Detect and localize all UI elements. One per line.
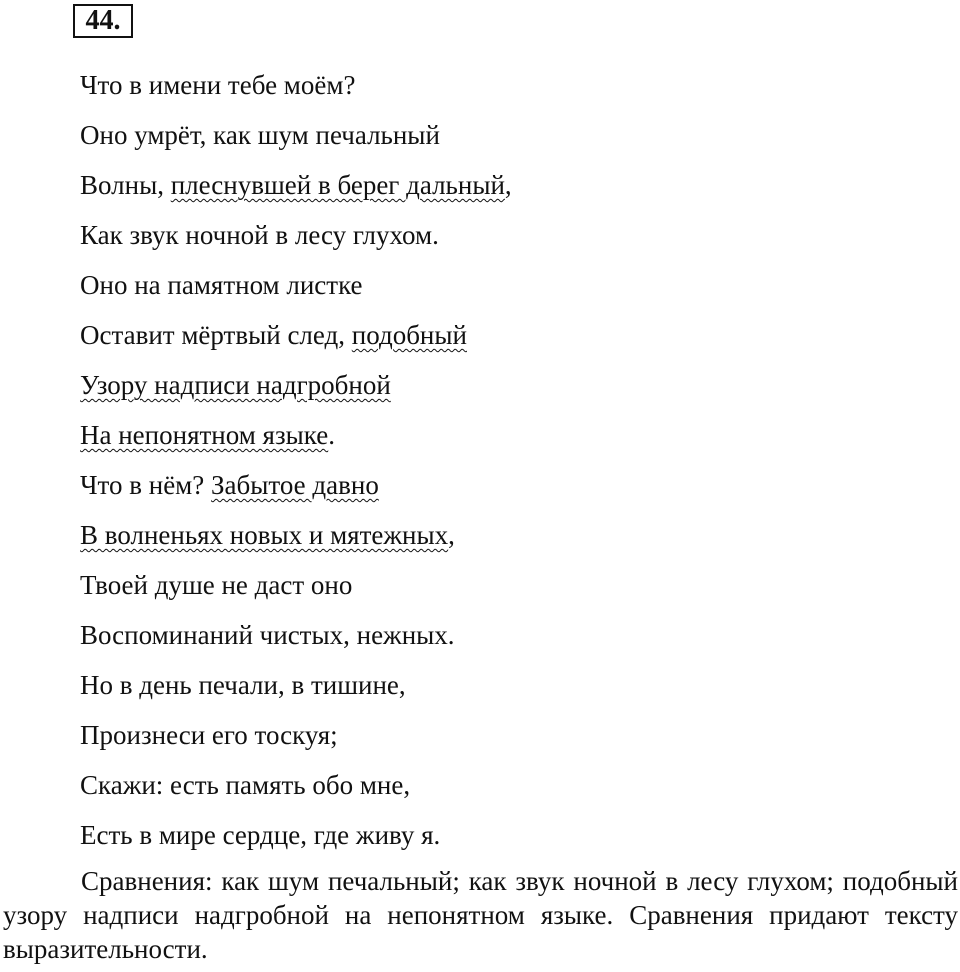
conclusion-paragraph: Сравнения: как шум печальный; как звук ночной в лесу глухом; подобный узору надписи надгробной на непонятном языке. Сравнения придают тексту выразительности. (3, 866, 958, 964)
wavy-underlined-text: Узору надписи надгробной (80, 370, 391, 400)
wavy-underlined-text: Забытое давно (211, 470, 379, 500)
poem-line (80, 763, 512, 813)
line-text: Скажи: есть память обо мне, (80, 770, 411, 800)
line-text: Есть в мире сердце, где живу я. (80, 820, 441, 850)
line-text: Как звук ночной в лесу глухом. (80, 220, 439, 250)
line-punctuation: , (448, 520, 455, 550)
poem-line (80, 613, 512, 663)
poem-line (80, 463, 512, 513)
poem-line (80, 713, 512, 763)
line-text: Но в день печали, в тишине, (80, 670, 406, 700)
poem-line (80, 563, 512, 613)
line-text: Воспоминаний чистых, нежных. (80, 620, 455, 650)
line-text: Волны, (80, 170, 171, 200)
poem-line (80, 513, 512, 563)
poem (80, 63, 512, 863)
line-text: Что в нём? (80, 470, 211, 500)
line-text: Оно на памятном листке (80, 270, 363, 300)
wavy-underlined-text: В волненьях новых и мятежных (80, 520, 449, 550)
poem-line (80, 813, 512, 863)
line-text: Оно умрёт, как шум печальный (80, 120, 440, 150)
poem-line (80, 363, 512, 413)
exercise-number: 44. (73, 4, 133, 38)
line-text: Что в имени тебе моём? (80, 70, 356, 100)
wavy-underlined-text: плеснувшей в берег дальный (170, 170, 505, 200)
wavy-underlined-text: подобный (351, 320, 467, 350)
poem-line (80, 263, 512, 313)
line-text: Оставит мёртвый след, (80, 320, 352, 350)
poem-line (80, 313, 512, 363)
line-punctuation: , (504, 170, 512, 200)
poem-line (80, 163, 512, 213)
poem-line (80, 63, 512, 113)
line-text: Твоей душе не даст оно (80, 570, 353, 600)
wavy-underlined-text: На непонятном языке (80, 420, 329, 450)
poem-line (80, 213, 512, 263)
line-text: Произнеси его тоскуя; (80, 720, 338, 750)
poem-line (80, 413, 512, 463)
line-punctuation: . (328, 420, 335, 450)
poem-line (80, 113, 512, 163)
poem-line (80, 663, 512, 713)
